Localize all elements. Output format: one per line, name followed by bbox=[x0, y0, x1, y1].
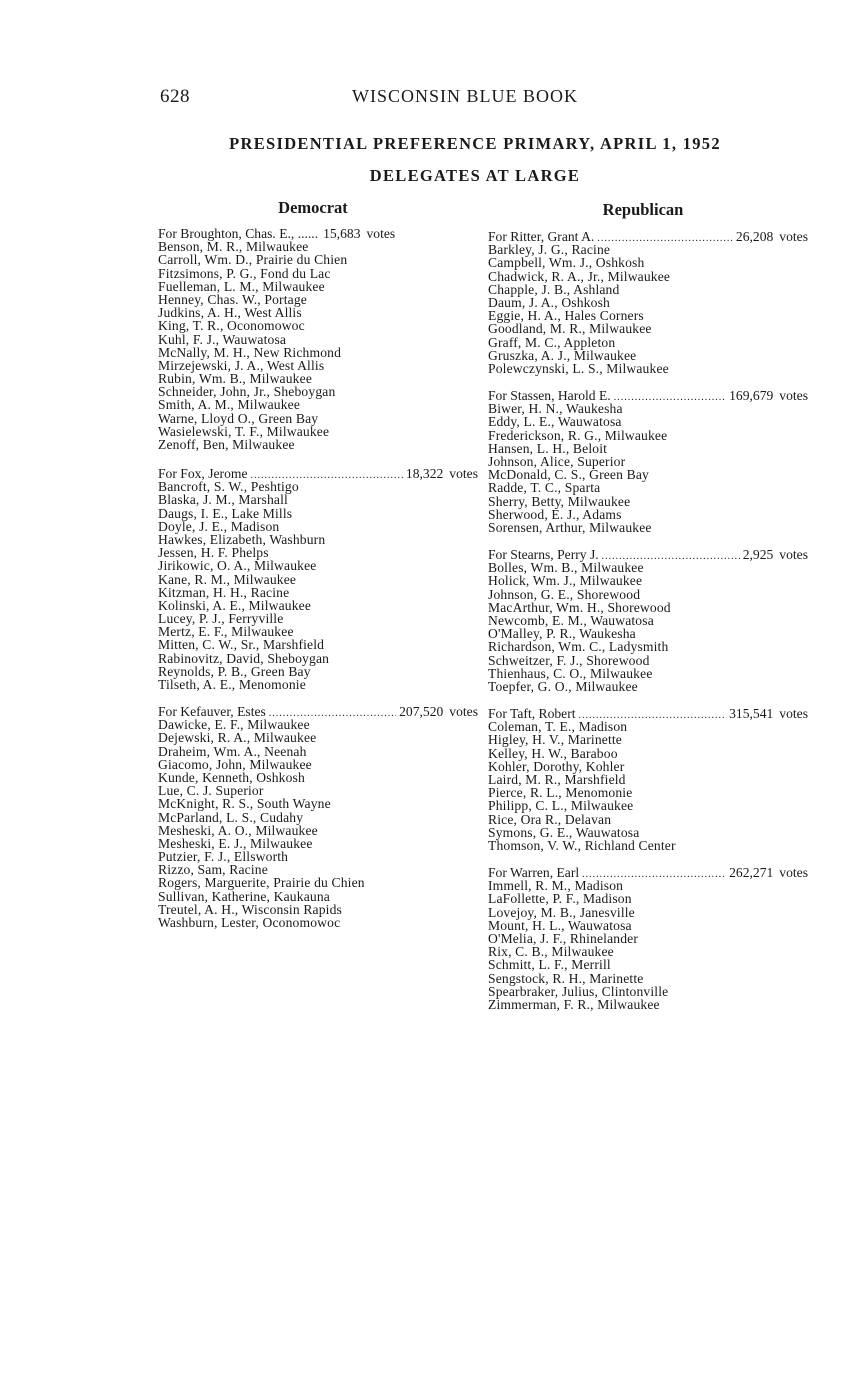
candidate-name: For Fox, Jerome bbox=[158, 466, 248, 481]
delegate-entry: Fitzsimons, P. G., Fond du Lac bbox=[158, 265, 331, 281]
dot-leader bbox=[597, 232, 733, 245]
delegate-entry: Giacomo, John, Milwaukee bbox=[158, 756, 312, 772]
candidate-group-broughton bbox=[158, 227, 478, 451]
delegate-entry: Newcomb, E. M., Wauwatosa bbox=[488, 612, 654, 628]
delegate-entry: Hansen, L. H., Beloit bbox=[488, 440, 608, 456]
delegate-entry: Wasielewski, T. F., Milwaukee bbox=[158, 423, 330, 439]
candidate-name: For Stearns, Perry J. bbox=[488, 547, 599, 562]
votes-label: votes bbox=[779, 229, 808, 244]
vote-count: 2,925 bbox=[742, 547, 774, 562]
delegate-entry: Laird, M. R., Marshfield bbox=[488, 771, 626, 787]
delegate-entry: Schweitzer, F. J., Shorewood bbox=[488, 652, 650, 668]
vote-count: 169,679 bbox=[729, 388, 774, 403]
delegate-entry: Lovejoy, M. B., Janesville bbox=[488, 904, 635, 920]
delegate-entry: McKnight, R. S., South Wayne bbox=[158, 796, 331, 812]
delegate-entry: Kunde, Kenneth, Oshkosh bbox=[158, 769, 305, 785]
delegate-entry: Johnson, Alice, Superior bbox=[488, 453, 626, 469]
candidate-name: For Warren, Earl bbox=[488, 865, 580, 880]
delegate-entry: Richardson, Wm. C., Ladysmith bbox=[488, 639, 669, 655]
delegate-entry: Washburn, Lester, Oconomowoc bbox=[158, 915, 341, 930]
delegate-list bbox=[488, 720, 808, 852]
running-head: WISCONSIN BLUE BOOK bbox=[352, 86, 578, 106]
vote-count: 26,208 bbox=[735, 229, 774, 244]
republican-heading: Republican bbox=[602, 200, 684, 219]
delegate-entry: Holick, Wm. J., Milwaukee bbox=[488, 573, 643, 589]
delegate-entry: Daum, J. A., Oshkosh bbox=[488, 294, 610, 310]
delegate-entry: Benson, M. R., Milwaukee bbox=[158, 239, 309, 255]
delegate-entry: Tilseth, A. E., Menomonie bbox=[158, 677, 306, 692]
delegate-entry: Sengstock, R. H., Marinette bbox=[488, 970, 644, 986]
delegate-list bbox=[488, 561, 808, 693]
page-number: 628 bbox=[160, 86, 190, 107]
delegate-entry: O'Melia, J. F., Rhinelander bbox=[488, 930, 639, 946]
delegate-entry: Radde, T. C., Sparta bbox=[488, 480, 601, 496]
delegate-entry: Putzier, F. J., Ellsworth bbox=[158, 849, 289, 865]
candidate-group-fox bbox=[158, 467, 478, 691]
delegate-entry: Rizzo, Sam, Racine bbox=[158, 862, 268, 878]
vote-count: 15,683 bbox=[323, 226, 361, 241]
delegate-entry: Henney, Chas. W., Portage bbox=[158, 291, 307, 307]
page-title: PRESIDENTIAL PREFERENCE PRIMARY, APRIL 1, 1952 bbox=[229, 134, 721, 153]
delegate-entry: Frederickson, R. G., Milwaukee bbox=[488, 427, 668, 443]
delegate-entry: Eddy, L. E., Wauwatosa bbox=[488, 414, 622, 430]
delegate-entry: Higley, H. V., Marinette bbox=[488, 732, 622, 748]
delegate-list bbox=[488, 402, 808, 534]
delegate-entry: Symons, G. E., Wauwatosa bbox=[488, 824, 640, 840]
delegate-entry: Thomson, V. W., Richland Center bbox=[488, 837, 676, 853]
delegate-entry: Dejewski, R. A., Milwaukee bbox=[158, 730, 317, 746]
democrat-heading: Democrat bbox=[278, 198, 348, 217]
delegate-entry: Polewczynski, L. S., Milwaukee bbox=[488, 360, 669, 376]
votes-label: votes bbox=[779, 865, 808, 880]
delegate-entry: Kuhl, F. J., Wauwatosa bbox=[158, 331, 287, 347]
votes-label: votes bbox=[779, 547, 808, 562]
delegate-entry: Hawkes, Elizabeth, Washburn bbox=[158, 531, 326, 547]
vote-count: 18,322 bbox=[405, 466, 444, 481]
delegate-list bbox=[158, 240, 478, 451]
delegate-entry: Spearbraker, Julius, Clintonville bbox=[488, 983, 669, 999]
delegate-list bbox=[488, 879, 808, 1011]
candidate-group-stassen bbox=[488, 389, 808, 534]
delegate-entry: LaFollette, P. F., Madison bbox=[488, 891, 632, 907]
delegate-entry: Mitten, C. W., Sr., Marshfield bbox=[158, 637, 325, 653]
delegate-entry: Zimmerman, F. R., Milwaukee bbox=[488, 996, 660, 1012]
delegate-entry: Rubin, Wm. B., Milwaukee bbox=[158, 371, 313, 387]
vote-count: 207,520 bbox=[399, 704, 444, 719]
delegate-entry: Philipp, C. L., Milwaukee bbox=[488, 798, 634, 814]
delegate-entry: Gruszka, A. J., Milwaukee bbox=[488, 347, 637, 363]
delegate-entry: King, T. R., Oconomowoc bbox=[158, 318, 305, 334]
delegate-entry: Jessen, H. F. Phelps bbox=[158, 545, 269, 561]
delegate-entry: Jirikowic, O. A., Milwaukee bbox=[158, 558, 317, 574]
delegate-entry: Rabinovitz, David, Sheboygan bbox=[158, 650, 330, 666]
delegate-entry: Kelley, H. W., Baraboo bbox=[488, 745, 618, 761]
delegate-entry: Schneider, John, Jr., Sheboygan bbox=[158, 384, 336, 400]
delegate-entry: Lue, C. J. Superior bbox=[158, 783, 264, 799]
delegate-entry: Campbell, Wm. J., Oshkosh bbox=[488, 255, 645, 271]
delegate-entry: Mesheski, A. O., Milwaukee bbox=[158, 822, 318, 838]
delegate-entry: Daugs, I. E., Lake Mills bbox=[158, 505, 293, 521]
delegate-entry: Treutel, A. H., Wisconsin Rapids bbox=[158, 901, 343, 917]
candidate-group-ritter bbox=[488, 230, 808, 375]
delegate-entry: Mirzejewski, J. A., West Allis bbox=[158, 357, 325, 373]
delegate-entry: Rogers, Marguerite, Prairie du Chien bbox=[158, 875, 365, 891]
delegate-entry: Lucey, P. J., Ferryville bbox=[158, 611, 284, 627]
delegate-entry: Sullivan, Katherine, Kaukauna bbox=[158, 888, 330, 904]
delegate-list bbox=[158, 718, 478, 929]
candidate-group-stearns bbox=[488, 548, 808, 693]
vote-count: 262,271 bbox=[729, 865, 774, 880]
delegate-entry: Pierce, R. L., Menomonie bbox=[488, 785, 633, 801]
delegate-entry: McNally, M. H., New Richmond bbox=[158, 344, 342, 360]
votes-label: votes bbox=[779, 706, 808, 721]
delegate-entry: Thienhaus, C. O., Milwaukee bbox=[488, 665, 653, 681]
delegate-entry: Biwer, H. N., Waukesha bbox=[488, 401, 623, 417]
vote-count: 315,541 bbox=[729, 706, 774, 721]
candidate-group-warren bbox=[488, 866, 808, 1011]
delegate-entry: Coleman, T. E., Madison bbox=[488, 719, 628, 735]
delegate-entry: Reynolds, P. B., Green Bay bbox=[158, 663, 311, 679]
delegate-entry: Toepfer, G. O., Milwaukee bbox=[488, 678, 638, 694]
delegate-entry: Schmitt, L. F., Merrill bbox=[488, 957, 611, 973]
delegate-entry: Judkins, A. H., West Allis bbox=[158, 305, 302, 321]
delegate-entry: Johnson, G. E., Shorewood bbox=[488, 586, 641, 602]
delegate-entry: Carroll, Wm. D., Prairie du Chien bbox=[158, 252, 348, 268]
candidate-name: For Broughton, Chas. E., ...... bbox=[158, 226, 319, 241]
delegate-entry: MacArthur, Wm. H., Shorewood bbox=[488, 599, 671, 615]
delegate-entry: Goodland, M. R., Milwaukee bbox=[488, 321, 652, 337]
votes-label: votes bbox=[449, 704, 478, 719]
delegate-entry: Dawicke, E. F., Milwaukee bbox=[158, 717, 310, 733]
votes-label: votes bbox=[779, 388, 808, 403]
candidate-name: For Taft, Robert bbox=[488, 706, 576, 721]
delegate-entry: Blaska, J. M., Marshall bbox=[158, 492, 288, 508]
delegate-entry: Warne, Lloyd O., Green Bay bbox=[158, 410, 319, 426]
delegate-entry: Mesheski, E. J., Milwaukee bbox=[158, 835, 313, 851]
delegate-entry: Kane, R. M., Milwaukee bbox=[158, 571, 297, 587]
votes-label: votes bbox=[366, 226, 396, 241]
delegate-list bbox=[488, 243, 808, 375]
delegate-entry: Doyle, J. E., Madison bbox=[158, 518, 280, 534]
delegate-entry: Sorensen, Arthur, Milwaukee bbox=[488, 519, 652, 535]
delegate-entry: Chapple, J. B., Ashland bbox=[488, 281, 620, 297]
delegate-entry: Barkley, J. G., Racine bbox=[488, 242, 611, 258]
delegate-entry: Graff, M. C., Appleton bbox=[488, 334, 616, 350]
delegate-entry: Kolinski, A. E., Milwaukee bbox=[158, 597, 312, 613]
delegate-entry: Zenoff, Ben, Milwaukee bbox=[158, 437, 295, 452]
delegate-entry: Sherry, Betty, Milwaukee bbox=[488, 493, 631, 509]
delegate-entry: O'Malley, P. R., Waukesha bbox=[488, 626, 636, 642]
delegate-entry: Sherwood, E. J., Adams bbox=[488, 506, 622, 522]
delegate-list bbox=[158, 480, 478, 691]
delegate-entry: Kohler, Dorothy, Kohler bbox=[488, 758, 625, 774]
delegate-entry: Rix, C. B., Milwaukee bbox=[488, 944, 614, 960]
delegate-entry: Fuelleman, L. M., Milwaukee bbox=[158, 278, 325, 294]
delegate-entry: Bancroft, S. W., Peshtigo bbox=[158, 479, 299, 495]
delegate-entry: Rice, Ora R., Delavan bbox=[488, 811, 612, 827]
candidate-group-taft bbox=[488, 707, 808, 852]
delegate-entry: McParland, L. S., Cudahy bbox=[158, 809, 304, 825]
delegate-entry: Mertz, E. F., Milwaukee bbox=[158, 624, 294, 640]
candidate-name: For Stassen, Harold E. bbox=[488, 388, 611, 403]
candidate-name: For Kefauver, Estes bbox=[158, 704, 266, 719]
delegate-entry: Smith, A. M., Milwaukee bbox=[158, 397, 301, 413]
delegate-entry: McDonald, C. S., Green Bay bbox=[488, 467, 649, 483]
delegate-entry: Bolles, Wm. B., Milwaukee bbox=[488, 560, 644, 576]
delegate-entry: Draheim, Wm. A., Neenah bbox=[158, 743, 307, 759]
candidate-name: For Ritter, Grant A. bbox=[488, 229, 595, 244]
votes-label: votes bbox=[449, 466, 478, 481]
dot-leader bbox=[614, 391, 726, 404]
delegate-entry: Kitzman, H. H., Racine bbox=[158, 584, 290, 600]
page-subtitle: DELEGATES AT LARGE bbox=[369, 166, 581, 185]
delegate-entry: Mount, H. L., Wauwatosa bbox=[488, 917, 632, 933]
delegate-entry: Immell, R. M., Madison bbox=[488, 878, 624, 894]
delegate-entry: Chadwick, R. A., Jr., Milwaukee bbox=[488, 268, 671, 284]
candidate-group-kefauver bbox=[158, 705, 478, 929]
delegate-entry: Eggie, H. A., Hales Corners bbox=[488, 308, 644, 324]
